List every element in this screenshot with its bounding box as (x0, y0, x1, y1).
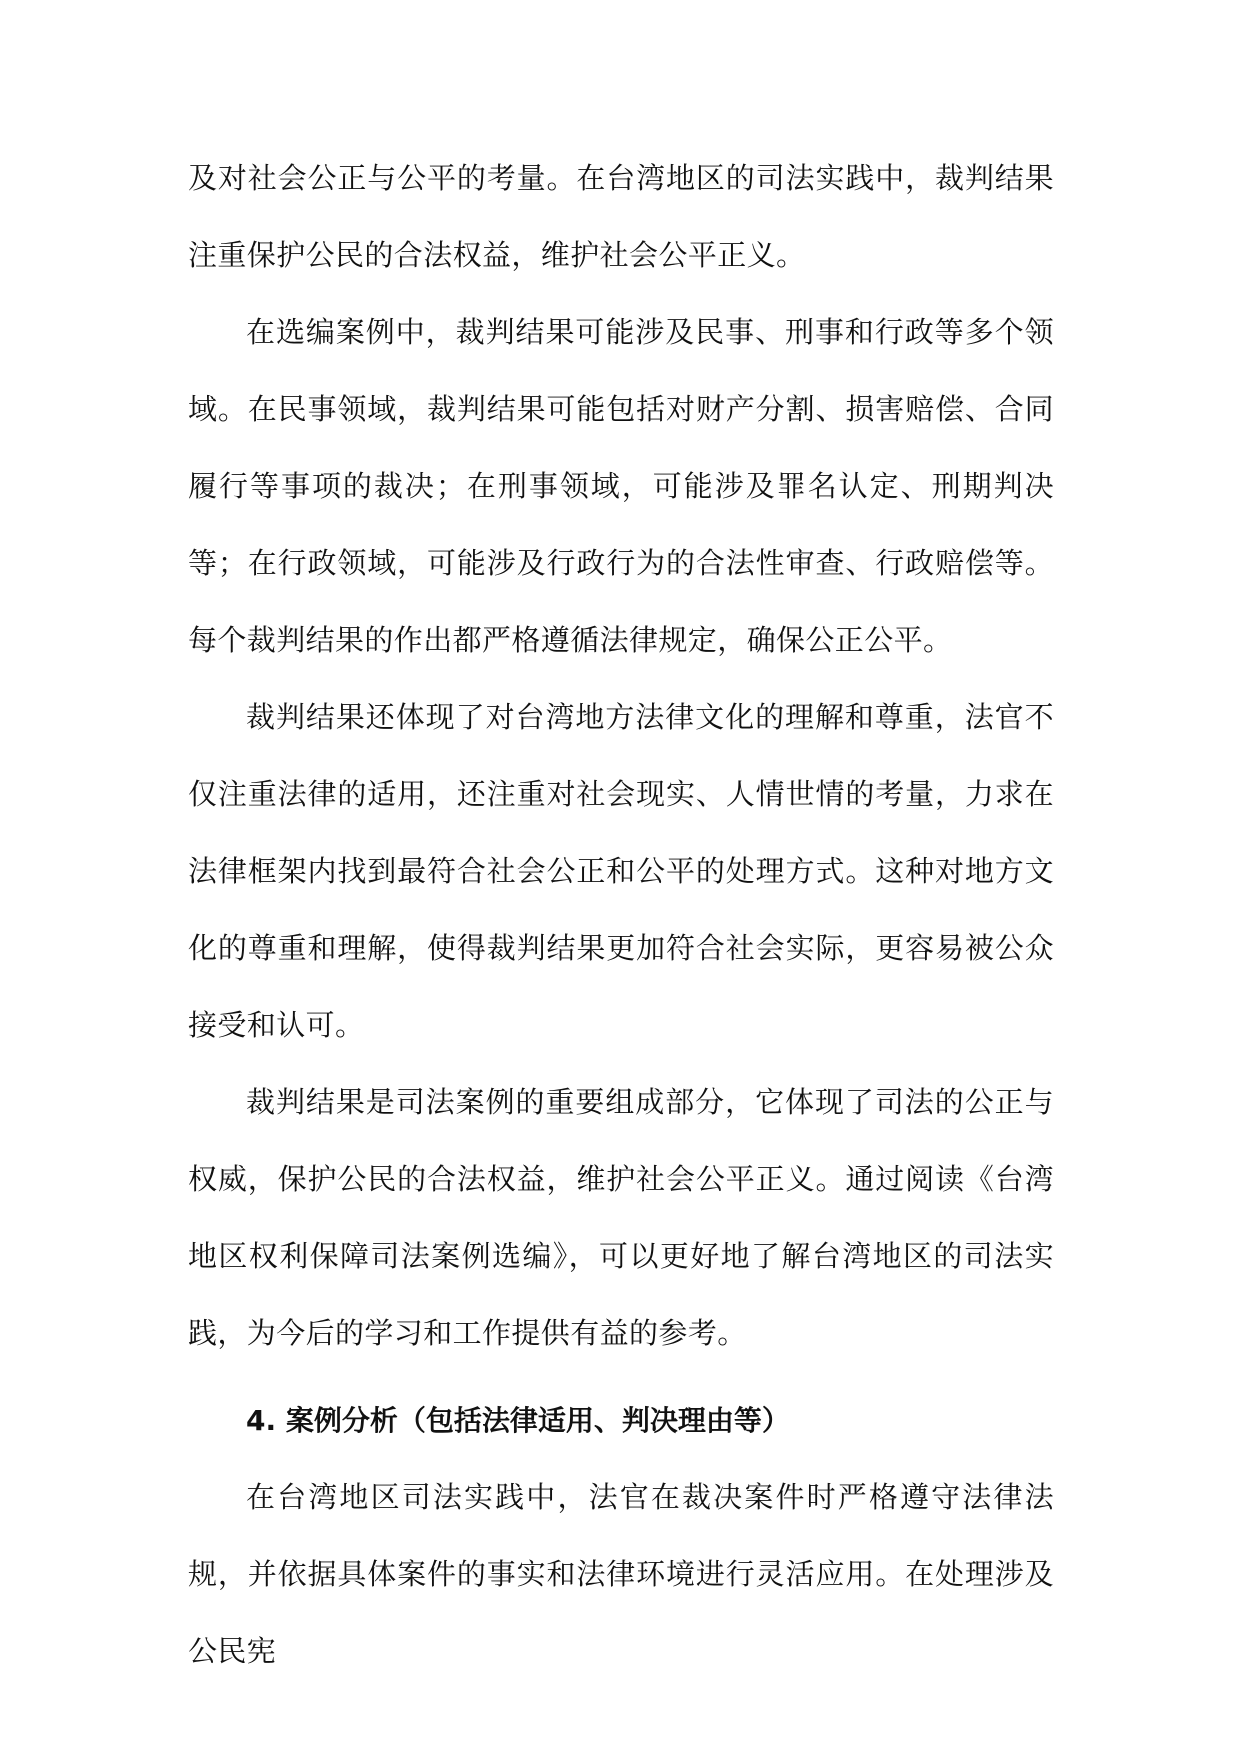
document-body (188, 140, 1054, 1690)
paragraph-case-analysis: 在台湾地区司法实践中，法官在裁决案件时严格遵守法律法规，并依据具体案件的事实和法律环境进行灵活应用。在处理涉及公民宪 (188, 1480, 1054, 1668)
paragraph-judgment-domains: 在选编案例中，裁判结果可能涉及民事、刑事和行政等多个领域。在民事领域，裁判结果可能包括对财产分割、损害赔偿、合同履行等事项的裁决；在刑事领域，可能涉及罪名认定、刑期判决等；在行政领域，可能涉及行政行为的合法性审查、行政赔偿等。每个裁判结果的作出都严格遵循法律规定，确保公正公平。 (188, 315, 1054, 657)
paragraph-judgment-summary: 裁判结果是司法案例的重要组成部分，它体现了司法的公正与权威，保护公民的合法权益，维护社会公平正义。通过阅读《台湾地区权利保障司法案例选编》，可以更好地了解台湾地区的司法实践，为今后的学习和工作提供有益的参考。 (188, 1085, 1054, 1350)
paragraph-continuation: 及对社会公正与公平的考量。在台湾地区的司法实践中，裁判结果注重保护公民的合法权益，维护社会公平正义。 (188, 161, 1054, 272)
section-heading: 4. 案例分析（包括法律适用、判决理由等） (246, 1404, 790, 1437)
paragraph-local-culture: 裁判结果还体现了对台湾地方法律文化的理解和尊重，法官不仅注重法律的适用，还注重对社会现实、人情世情的考量，力求在法律框架内找到最符合社会公正和公平的处理方式。这种对地方文化的尊重和理解，使得裁判结果更加符合社会实际，更容易被公众接受和认可。 (188, 700, 1054, 1042)
